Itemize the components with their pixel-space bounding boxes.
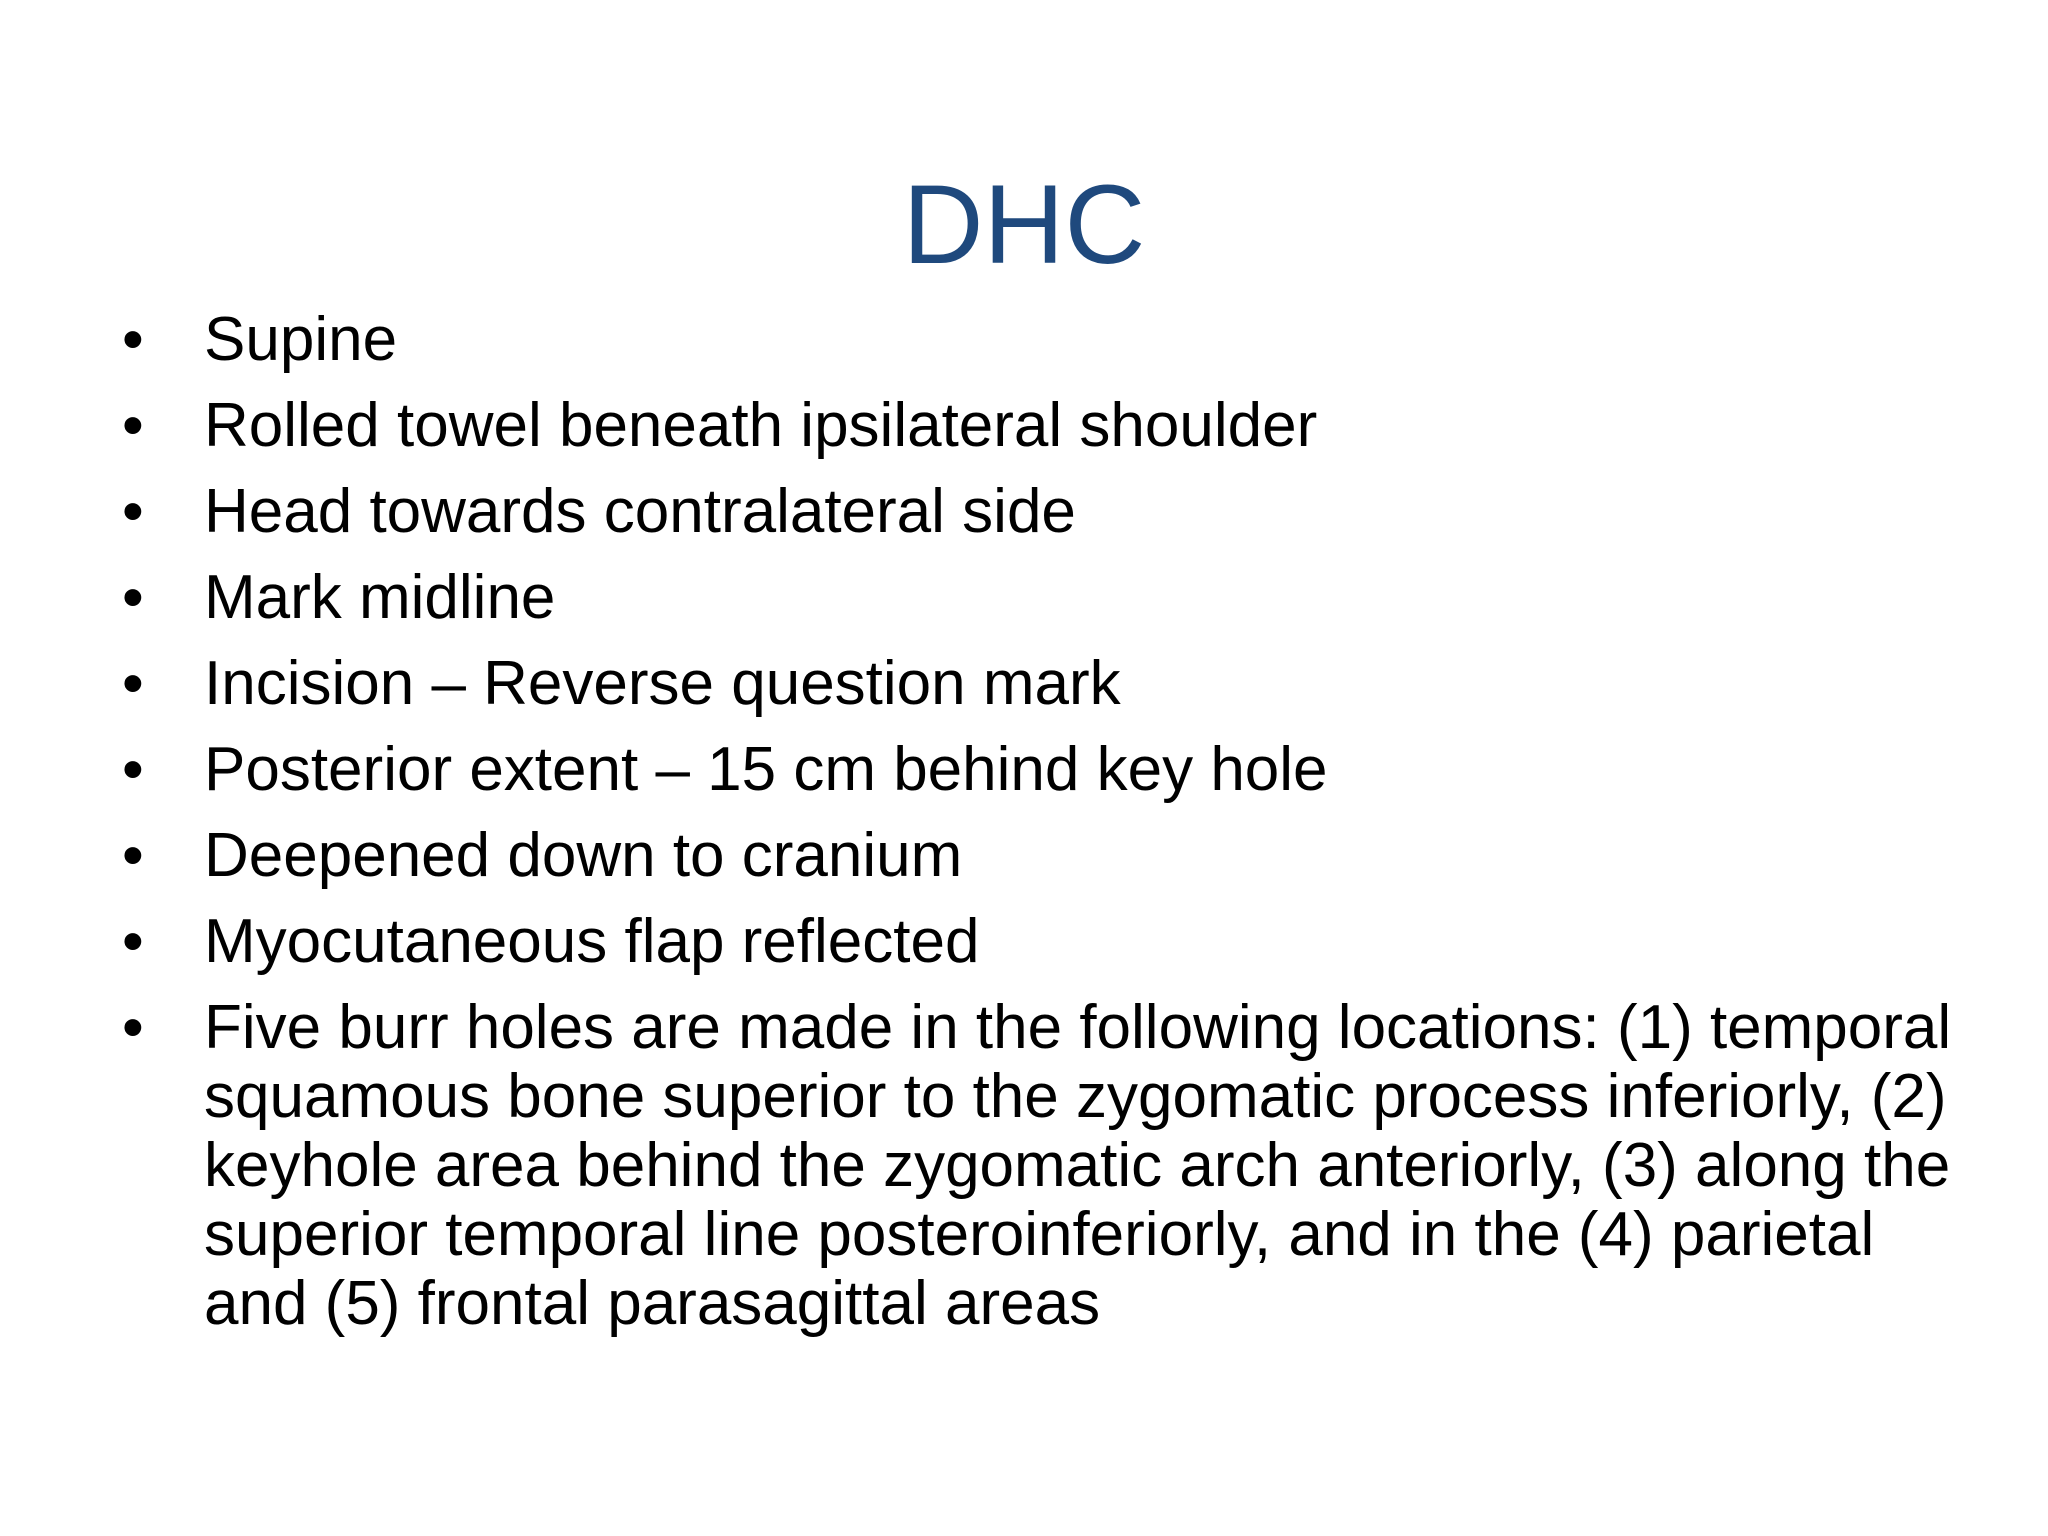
bullet-dot-icon: • — [122, 477, 144, 546]
bullet-text: Five burr holes are made in the following locations: (1) temporal squamous bone superior to the zygomatic process inferiorly, (2) keyhole area behind the zygomatic arch anteriorly, (3) along the superior temporal line posteroinferiorly, and in the (4) parietal and (5) frontal parasagittal areas — [204, 993, 1952, 1338]
bullet-list — [122, 305, 1952, 1355]
bullet-dot-icon: • — [122, 563, 144, 632]
bullet-dot-icon: • — [122, 993, 144, 1062]
bullet-text: Supine — [204, 305, 398, 374]
bullet-text: Mark midline — [204, 563, 556, 632]
bullet-item-posterior-extent — [122, 735, 1942, 804]
bullet-text: Rolled towel beneath ipsilateral shoulder — [204, 391, 1318, 460]
bullet-text: Myocutaneous flap reflected — [204, 907, 980, 976]
bullet-text: Deepened down to cranium — [204, 821, 963, 890]
bullet-dot-icon: • — [122, 649, 144, 718]
bullet-dot-icon: • — [122, 391, 144, 460]
bullet-item-head-position — [122, 477, 1942, 546]
bullet-text: Head towards contralateral side — [204, 477, 1076, 546]
bullet-item-rolled-towel — [122, 391, 1942, 460]
bullet-text: Posterior extent – 15 cm behind key hole — [204, 735, 1328, 804]
bullet-text: Incision – Reverse question mark — [204, 649, 1121, 718]
bullet-dot-icon: • — [122, 821, 144, 890]
bullet-item-flap — [122, 907, 1942, 976]
bullet-item-deepened — [122, 821, 1942, 890]
bullet-item-mark-midline — [122, 563, 1942, 632]
slide-title: DHC — [902, 162, 1146, 287]
bullet-item-burr-holes — [122, 993, 1964, 1338]
bullet-dot-icon: • — [122, 305, 144, 374]
bullet-item-incision — [122, 649, 1942, 718]
bullet-dot-icon: • — [122, 907, 144, 976]
bullet-dot-icon: • — [122, 735, 144, 804]
bullet-item-supine — [122, 305, 1942, 374]
